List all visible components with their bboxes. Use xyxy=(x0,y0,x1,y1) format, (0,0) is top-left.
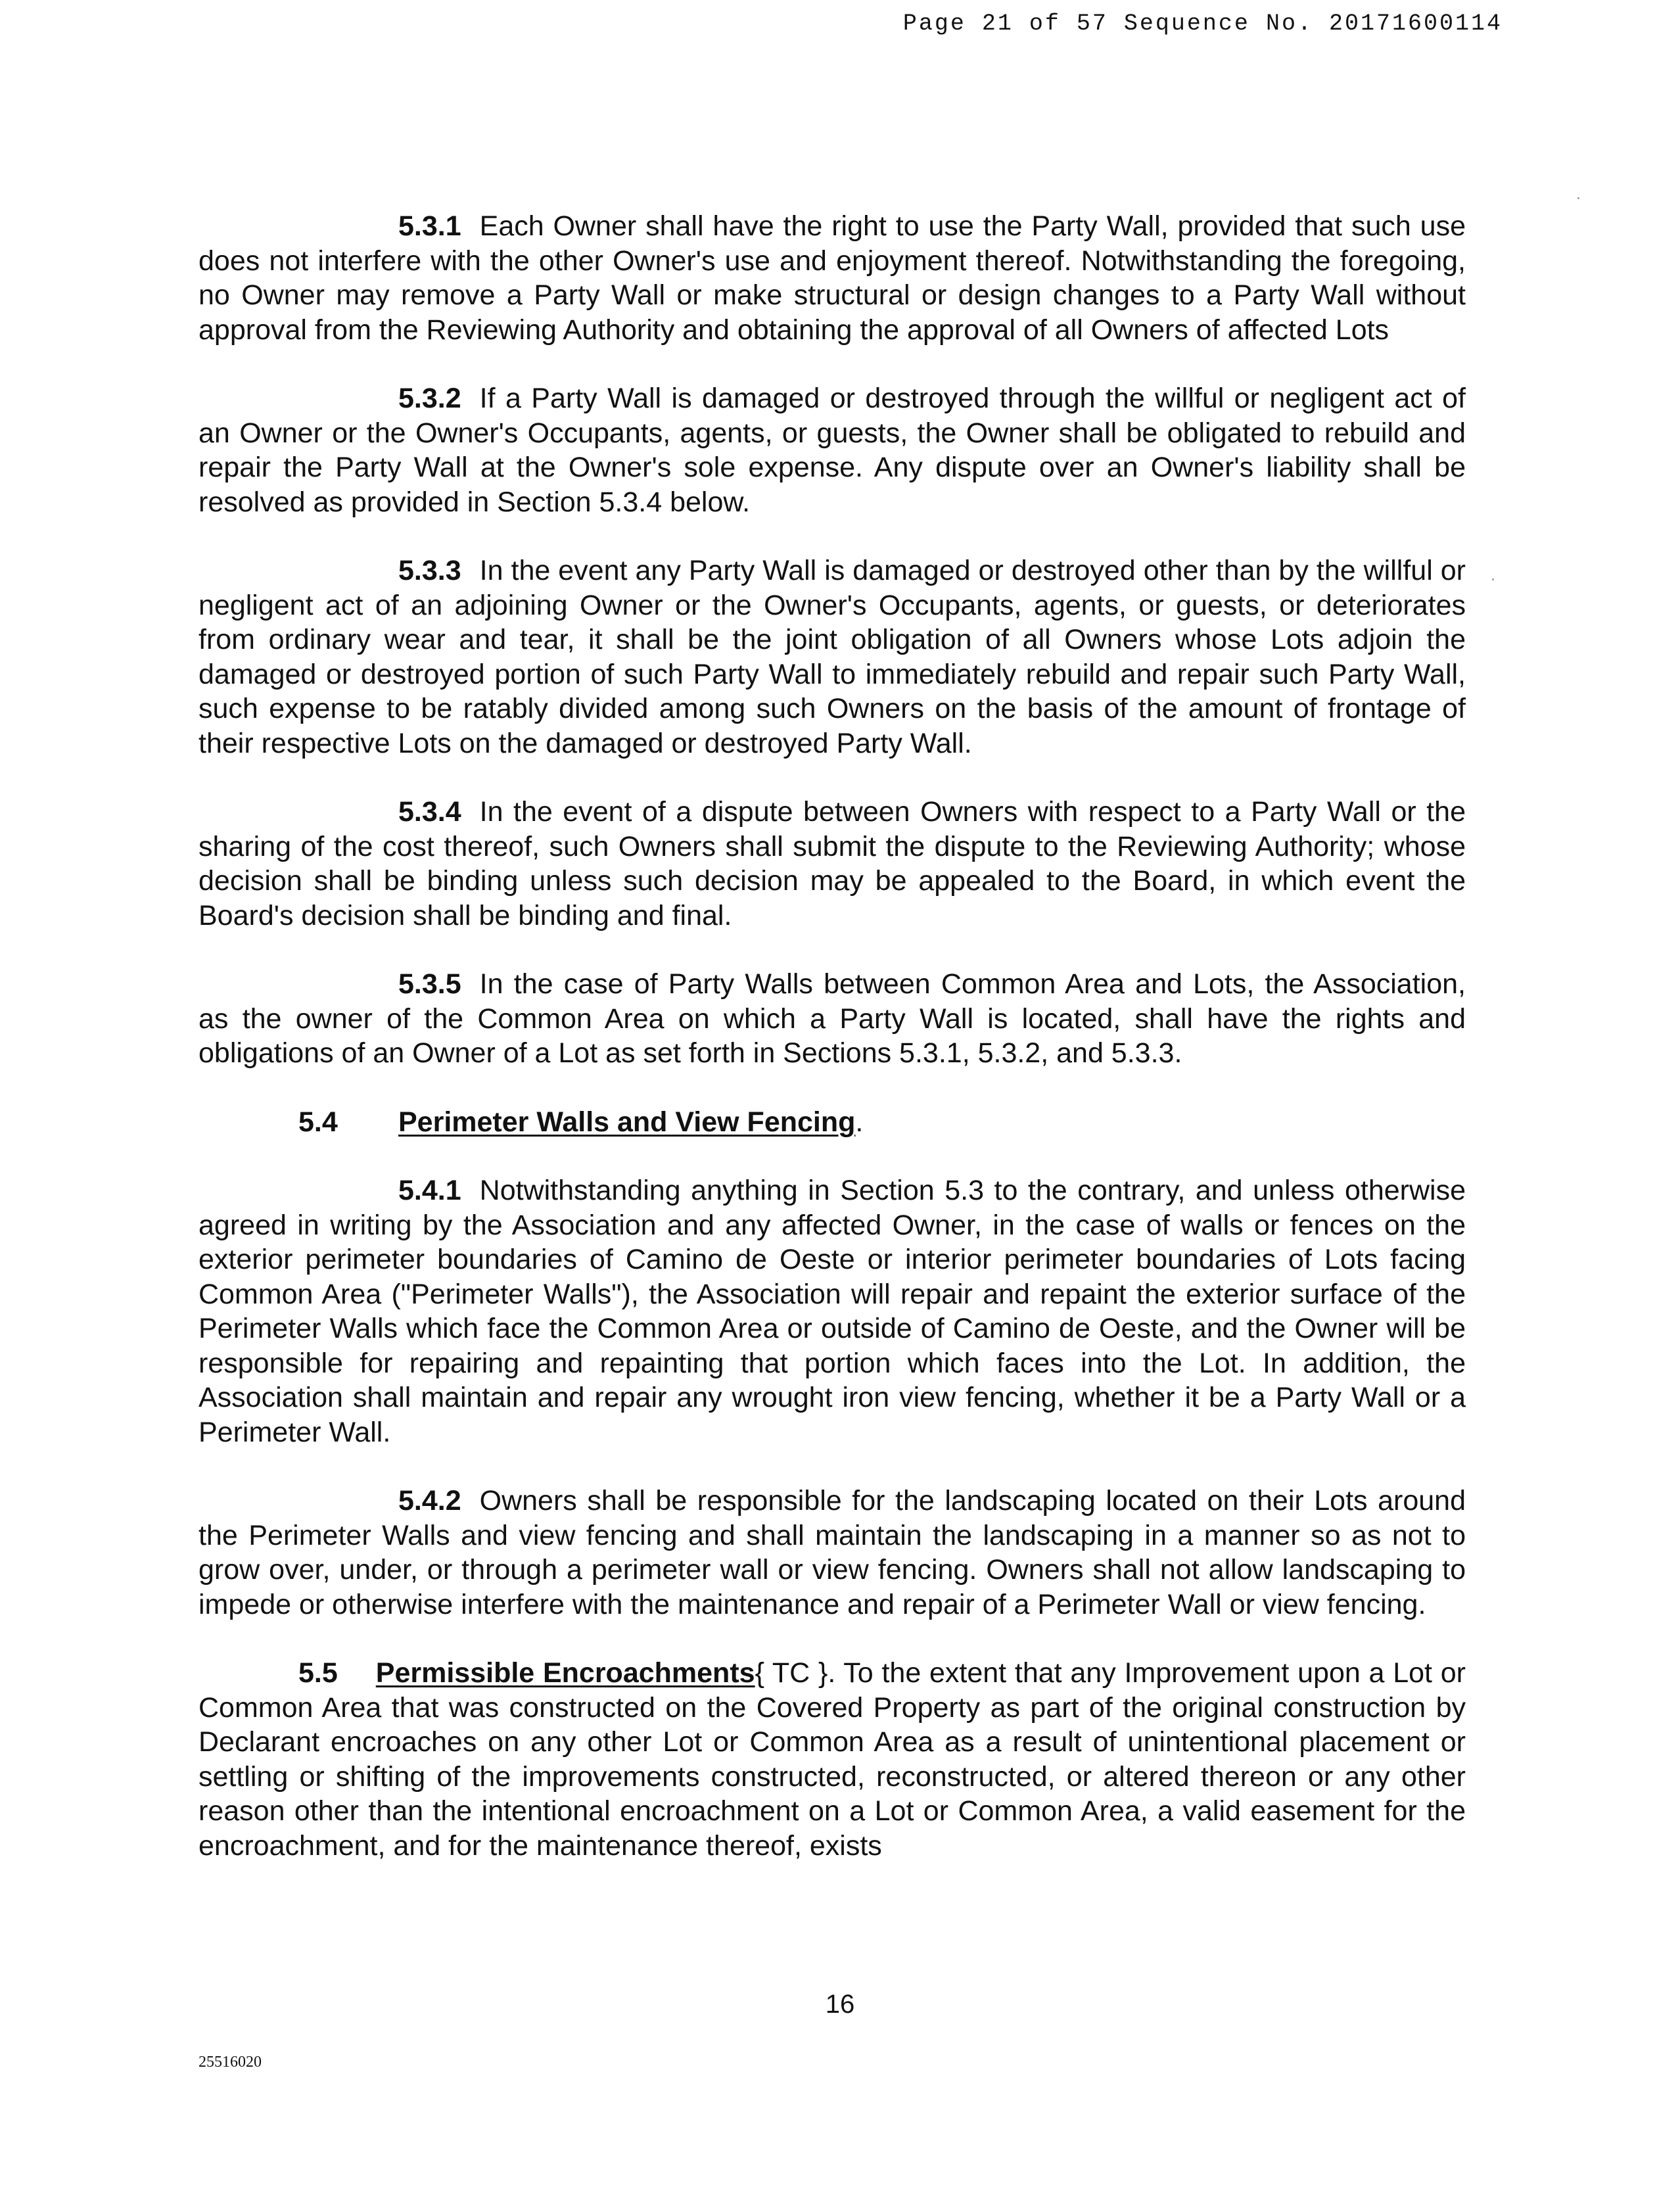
paragraph-5-3-4 xyxy=(198,795,1466,933)
section-title: Perimeter Walls and View Fencing xyxy=(398,1106,856,1138)
paragraph-number: 5.4.2 xyxy=(398,1485,461,1517)
section-5-4-heading xyxy=(198,1105,1466,1140)
paragraph-number: 5.3.3 xyxy=(398,555,461,586)
scan-speck xyxy=(1577,197,1579,199)
paragraph-text: Each Owner shall have the right to use the Party Wall, provided that such use does not interfere with the other Owner's use and enjoyment thereof. Notwithstanding the foregoing, no Owner may remove a Party Wall or make structural or design changes to a Party Wall without approval from the Reviewing Authority and obtaining the approval of all Owners of affected Lots xyxy=(198,210,1466,346)
paragraph-text: Notwithstanding anything in Section 5.3 to the contrary, and unless otherwise agreed in writing by the Association and any affected Owner, in the case of walls or fences on the exterior perimeter boundaries of Camino de Oeste or interior perimeter boundaries of Lots facing Common Area ("Perimeter Walls"), the Association will repair and repaint the exterior surface of the Perimeter Walls which face the Common Area or outside of Camino de Oeste, and the Owner will be responsible for repairing and repainting that portion which faces into the Lot. In addition, the Association shall maintain and repair any wrought iron view fencing, whether it be a Party Wall or a Perimeter Wall. xyxy=(198,1175,1466,1448)
paragraph-text: In the event any Party Wall is damaged or destroyed other than by the willful or negligent act of an adjoining Owner or the Owner's Occupants, agents, or guests, or deteriorates from ordinary wear and tear, it shall be the joint obligation of all Owners whose Lots adjoin the damaged or destroyed portion of such Party Wall to immediately rebuild and repair such Party Wall, such expense to be ratably divided among such Owners on the basis of the amount of frontage of their respective Lots on the damaged or destroyed Party Wall. xyxy=(198,555,1466,759)
section-number: 5.4 xyxy=(298,1106,338,1138)
paragraph-text: In the case of Party Walls between Common Area and Lots, the Association, as the owner of the Common Area on which a Party Wall is located, shall have the rights and obligations of an Owner of a Lot as set forth in Sections 5.3.1, 5.3.2, and 5.3.3. xyxy=(198,968,1466,1069)
paragraph-text: If a Party Wall is damaged or destroyed through the willful or negligent act of an Owner or the Owner's Occupants, agents, or guests, the Owner shall be obligated to rebuild and repair the Party Wall at the Owner's sole expense. Any dispute over an Owner's liability shall be resolved as provided in Section 5.3.4 below. xyxy=(198,383,1466,518)
paragraph-text: . To the extent that any Improvement upon a Lot or Common Area that was constructed on the Covered Property as part of the original construction by Declarant encroaches on any other Lot or Common Area as a result of unintentional placement or settling or shifting of the improvements constructed, reconstructed, or altered thereon or any other reason other than the intentional encroachment on a Lot or Common Area, a valid easement for the encroachment, and for the maintenance thereof, exists xyxy=(198,1657,1466,1862)
paragraph-5-3-5 xyxy=(198,967,1466,1071)
section-title: Permissible Encroachments xyxy=(375,1657,755,1689)
paragraph-number: 5.3.2 xyxy=(398,383,461,414)
field-code: { TC } xyxy=(755,1657,828,1689)
paragraph-5-4-1 xyxy=(198,1173,1466,1449)
section-title-suffix: . xyxy=(855,1106,864,1138)
page-number: 16 xyxy=(825,1990,855,2019)
scan-speck xyxy=(1492,578,1494,580)
paragraph-5-3-1 xyxy=(198,209,1466,347)
paragraph-number: 5.4.1 xyxy=(398,1175,461,1206)
document-id: 25516020 xyxy=(198,2054,262,2071)
paragraph-5-3-2 xyxy=(198,381,1466,519)
paragraph-5-3-3 xyxy=(198,553,1466,761)
document-body xyxy=(198,209,1466,1897)
section-number: 5.5 xyxy=(298,1657,338,1689)
page-sequence-header: Page 21 of 57 Sequence No. 20171600114 xyxy=(902,11,1503,37)
paragraph-text: Owners shall be responsible for the landscaping located on their Lots around the Perimeter Walls and view fencing and shall maintain the landscaping in a manner so as not to grow over, under, or through a perimeter wall or view fencing. Owners shall not allow landscaping to impede or otherwise interfere with the maintenance and repair of a Perimeter Wall or view fencing. xyxy=(198,1485,1466,1620)
paragraph-text: In the event of a dispute between Owners with respect to a Party Wall or the sharing of the cost thereof, such Owners shall submit the dispute to the Reviewing Authority; whose decision shall be binding unless such decision may be appealed to the Board, in which event the Board's decision shall be binding and final. xyxy=(198,796,1466,931)
paragraph-5-4-2 xyxy=(198,1484,1466,1622)
paragraph-number: 5.3.4 xyxy=(398,796,461,828)
paragraph-number: 5.3.1 xyxy=(398,210,461,242)
section-5-5 xyxy=(198,1656,1466,1863)
paragraph-number: 5.3.5 xyxy=(398,968,461,1000)
